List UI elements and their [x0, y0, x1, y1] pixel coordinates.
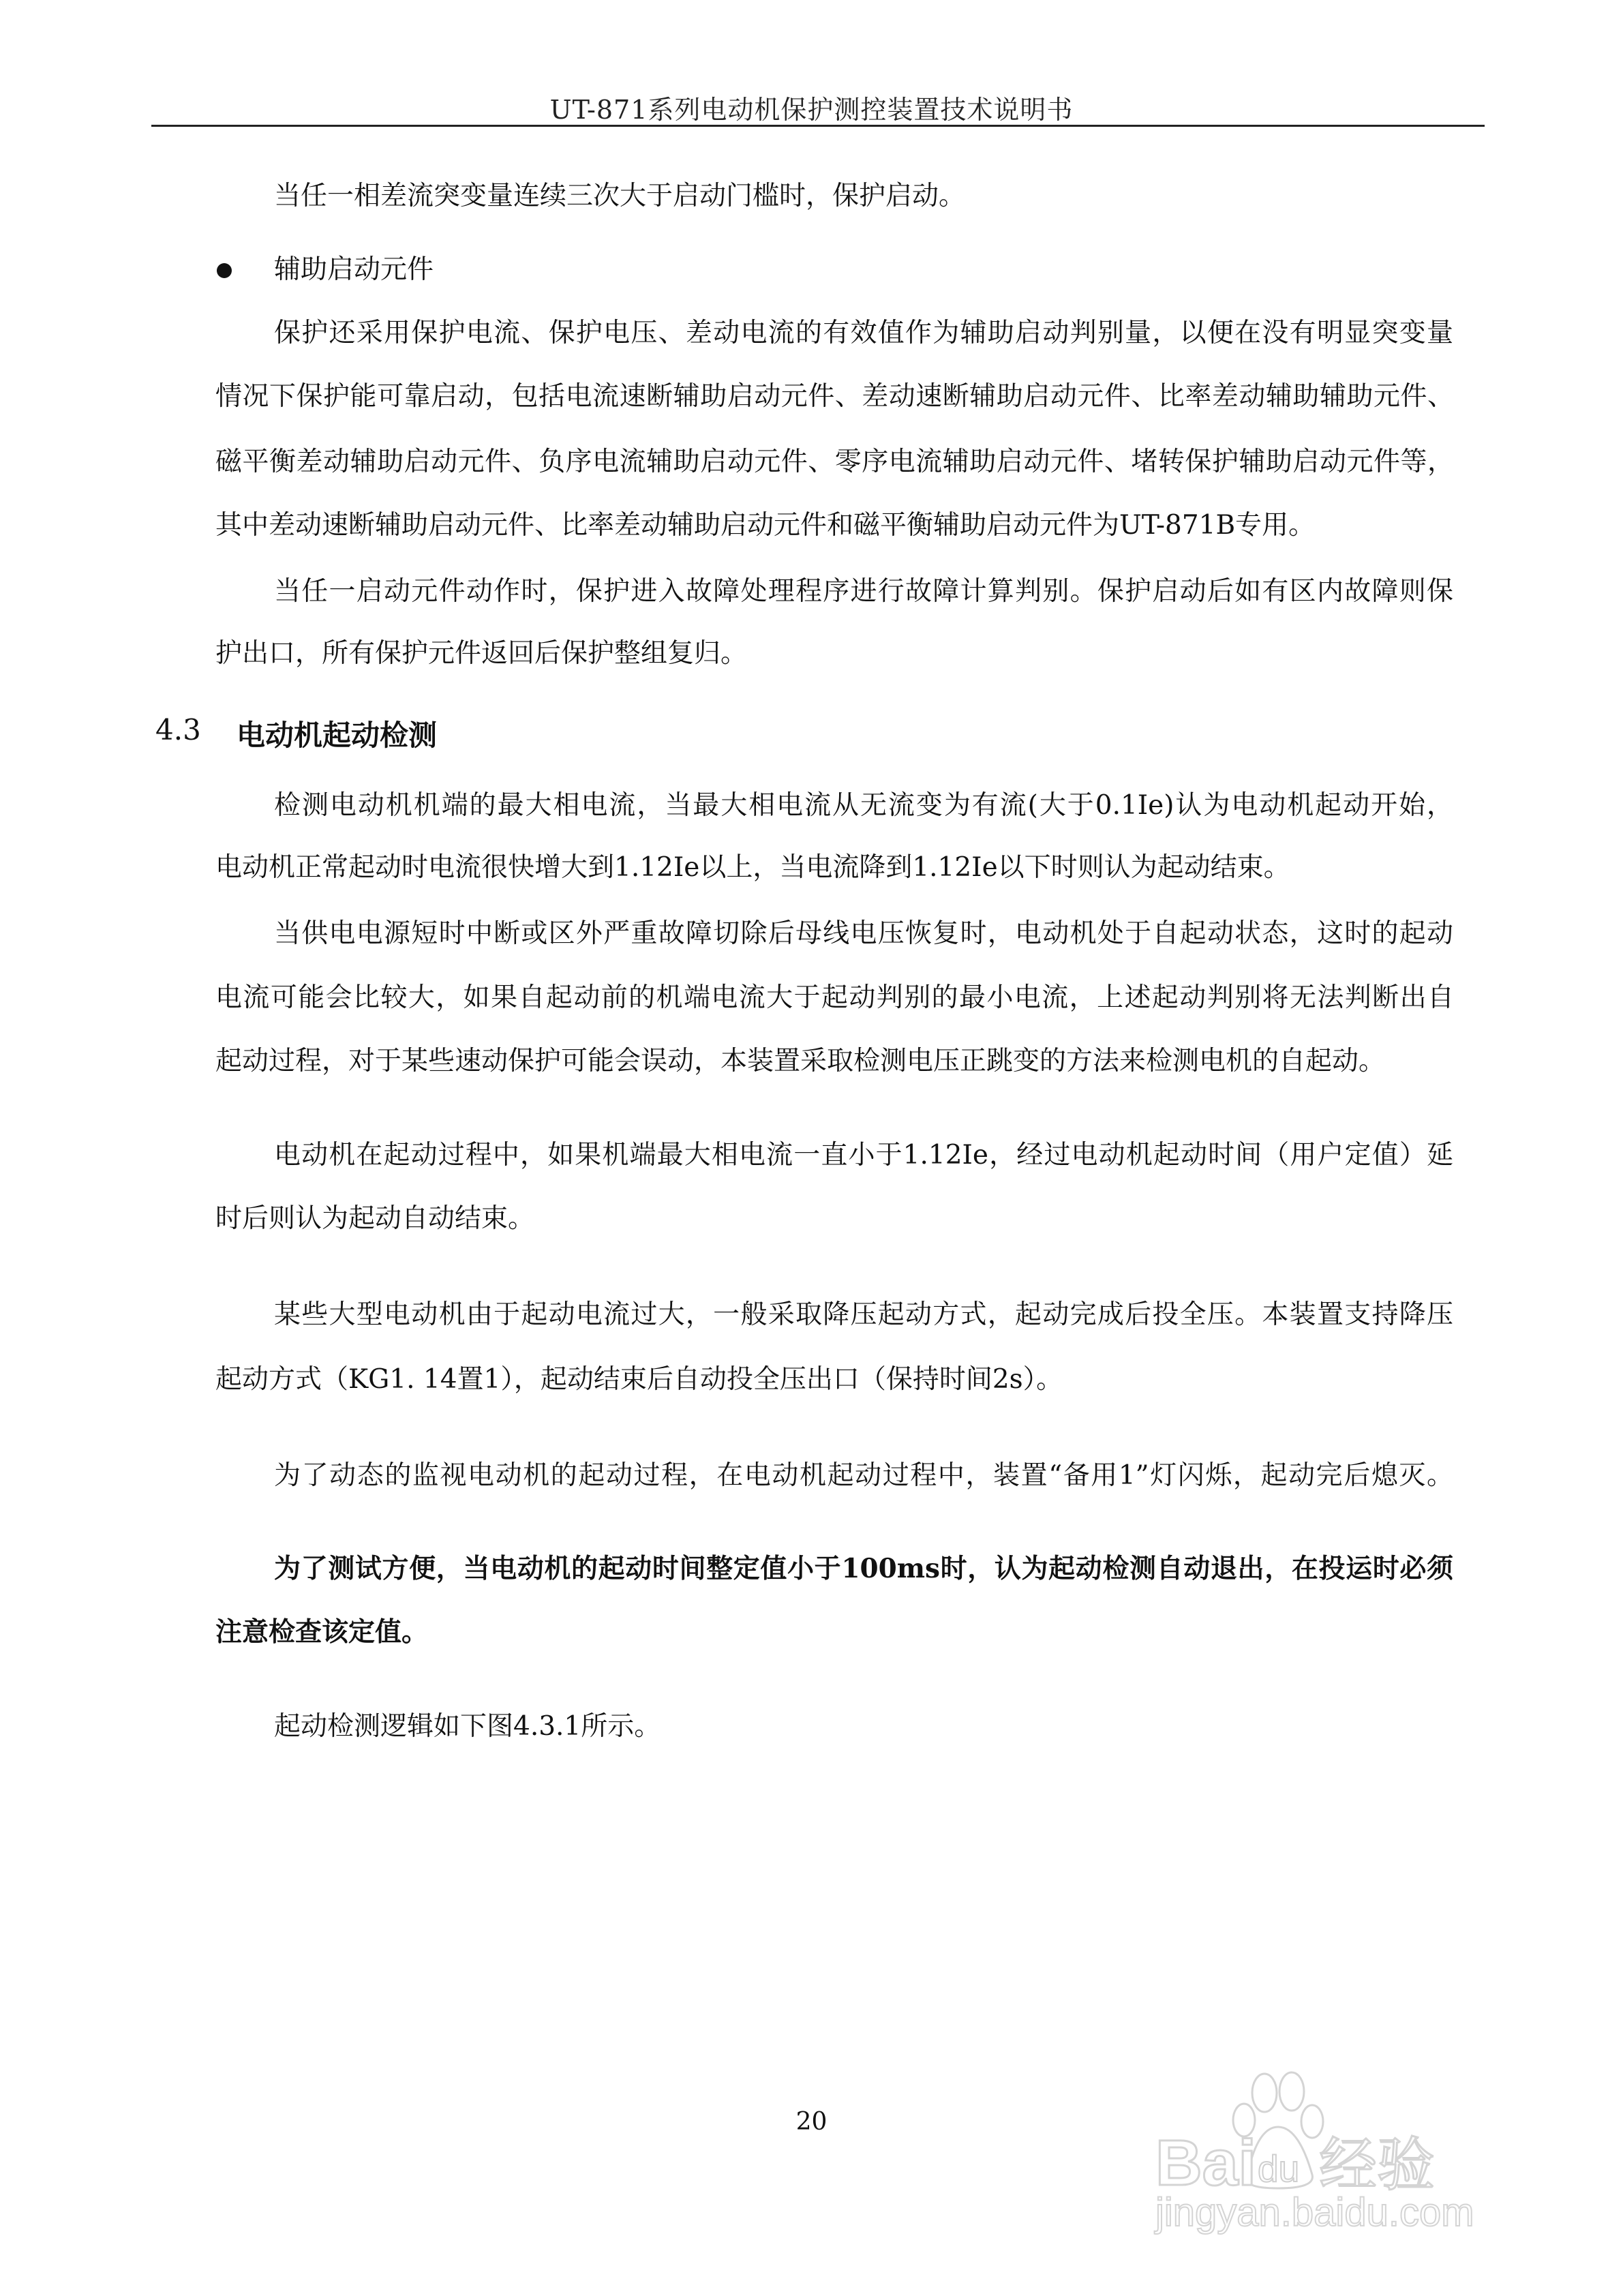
paragraph-line: 当任一相差流突变量连续三次大于启动门槛时，保护启动。 — [274, 181, 966, 211]
page-number: 20 — [795, 2108, 828, 2136]
paragraph-line: 电动机在起动过程中，如果机端最大相电流一直小于1.12Ie，经过电动机起动时间（用户定值）延 — [274, 1140, 1453, 1170]
paragraph-line: 起动方式（KG1. 14置1），起动结束后自动投全压出口（保持时间2s）。 — [215, 1364, 1063, 1395]
header-rule — [151, 125, 1485, 127]
section-number: 4.3 — [155, 713, 201, 746]
paragraph-line: 电流可能会比较大，如果自起动前的机端电流大于起动判别的最小电流，上述起动判别将无法判断出自 — [215, 982, 1454, 1013]
paragraph-line: 保护还采用保护电流、保护电压、差动电流的有效值作为辅助启动判别量，以便在没有明显突变量 — [274, 318, 1453, 348]
paragraph-line: 磁平衡差动辅助启动元件、负序电流辅助启动元件、零序电流辅助启动元件、堵转保护辅助启动元件等， — [215, 447, 1454, 477]
document-header-title: UT-871系列电动机保护测控装置技术说明书 — [549, 95, 1074, 125]
bullet-heading: 辅助启动元件 — [274, 254, 434, 285]
paragraph-line: 电动机正常起动时电流很快增大到1.12Ie以上，当电流降到1.12Ie以下时则认为起动结束。 — [215, 852, 1290, 883]
bold-note-line: 为了测试方便，当电动机的起动时间整定值小于100ms时，认为起动检测自动退出，在投运时必须 — [274, 1553, 1453, 1584]
bold-note-line: 注意检查该定值。 — [215, 1616, 429, 1648]
paragraph-line: 起动过程，对于某些速动保护可能会误动，本装置采取检测电压正跳变的方法来检测电机的自起动。 — [215, 1046, 1386, 1076]
svg-text:经验: 经验 — [1319, 2132, 1436, 2199]
svg-text:du: du — [1258, 2147, 1300, 2190]
paragraph-line: 当供电电源短时中断或区外严重故障切除后母线电压恢复时，电动机处于自起动状态，这时的起动 — [274, 918, 1453, 949]
baidu-jingyan-watermark — [1145, 2045, 1527, 2236]
svg-text:Bai: Bai — [1155, 2127, 1256, 2199]
paragraph-line: 起动检测逻辑如下图4.3.1所示。 — [274, 1711, 661, 1742]
paragraph-line: 时后则认为起动自动结束。 — [215, 1203, 535, 1234]
paragraph-line: 护出口，所有保护元件返回后保护整组复归。 — [215, 638, 748, 669]
paragraph-line: 某些大型电动机由于起动电流过大，一般采取降压起动方式，起动完成后投全压。本装置支持降压 — [274, 1299, 1453, 1330]
paragraph-line: 情况下保护能可靠启动，包括电流速断辅助启动元件、差动速断辅助启动元件、比率差动辅助辅助元件、 — [215, 381, 1454, 412]
bullet-icon — [217, 263, 232, 278]
paragraph-line: 检测电动机机端的最大相电流，当最大相电流从无流变为有流(大于0.1Ie)认为电动机起动开始， — [274, 790, 1453, 821]
paragraph-line: 其中差动速断辅助启动元件、比率差动辅助启动元件和磁平衡辅助启动元件为UT-871B专用。 — [215, 510, 1316, 541]
svg-text:jingyan.baidu.com: jingyan.baidu.com — [1155, 2190, 1474, 2235]
paragraph-line: 当任一启动元件动作时，保护进入故障处理程序进行故障计算判别。保护启动后如有区内故障则保 — [274, 576, 1453, 607]
paw-icon — [1252, 2074, 1277, 2112]
section-title: 电动机起动检测 — [237, 719, 438, 752]
paragraph-line: 为了动态的监视电动机的起动过程，在电动机起动过程中，装置“备用1”灯闪烁，起动完后熄灭。 — [274, 1460, 1453, 1491]
